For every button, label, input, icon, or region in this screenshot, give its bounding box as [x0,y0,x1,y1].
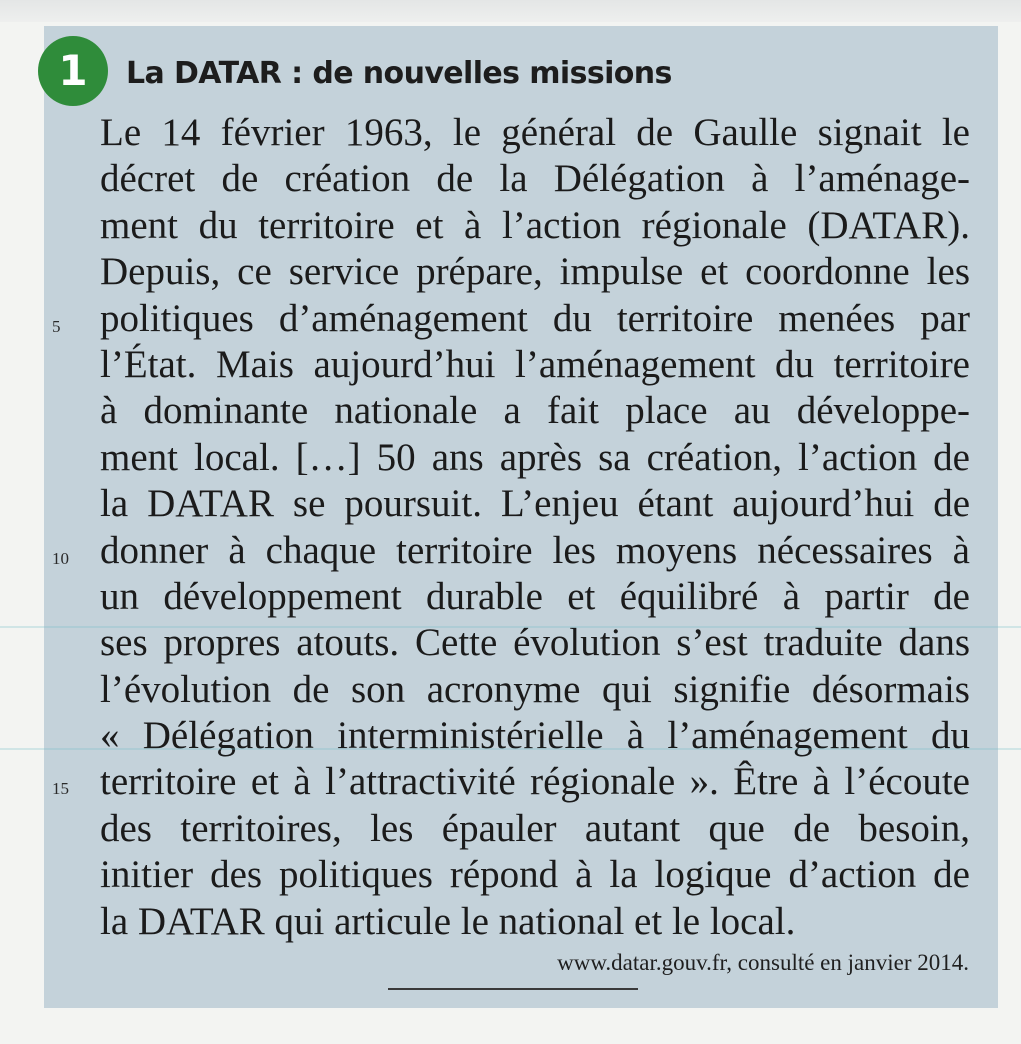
body-line: donner à chaque territoire les moyens nécessaires à [100,528,970,572]
document-body [100,110,970,945]
body-line: à dominante nationale a fait place au développe- [100,389,970,433]
line-number-10: 10 [52,549,69,568]
body-line: ses propres atouts. Cette évolution s’est traduite dans [100,621,970,665]
body-line: « Délégation interministérielle à l’aménagement du [100,714,970,758]
body-line: la DATAR qui articule le national et le local. [100,899,796,943]
line-number-5: 5 [52,317,61,336]
body-line: l’État. Mais aujourd’hui l’aménagement du territoire [100,342,970,386]
line-number-15: 15 [52,779,69,798]
body-line: ment du territoire et à l’action régionale (DATAR). [100,203,970,247]
body-line: Le 14 février 1963, le général de Gaulle signait le [100,111,970,154]
page-top-margin [0,0,1021,22]
body-line: des territoires, les épauler autant que de besoin, [100,806,970,850]
body-line: l’évolution de son acronyme qui signifie désormais [100,667,970,711]
document-number-badge: 1 [38,36,108,106]
scan-artifact-line [0,626,1021,628]
body-line: un développement durable et équilibré à partir de [100,574,970,618]
source-underline [388,988,638,990]
body-line: Depuis, ce service prépare, impulse et coordonne les [100,250,970,294]
body-line: initier des politiques répond à la logique d’action de [100,853,970,897]
body-line: décret de création de la Délégation à l’aménage- [100,157,970,201]
body-line: la DATAR se poursuit. L’enjeu étant aujourd’hui de [100,482,970,526]
body-line: politiques d’aménagement du territoire menées par [100,296,970,340]
document-title: La DATAR : de nouvelles missions [126,56,672,91]
scan-artifact-line [0,748,1021,750]
body-line: ment local. […] 50 ans après sa création, l’action de [100,435,970,479]
source-citation: www.datar.gouv.fr, consulté en janvier 2014. [557,950,969,975]
body-line: territoire et à l’attractivité régionale ». Être à l’écoute [100,760,970,804]
